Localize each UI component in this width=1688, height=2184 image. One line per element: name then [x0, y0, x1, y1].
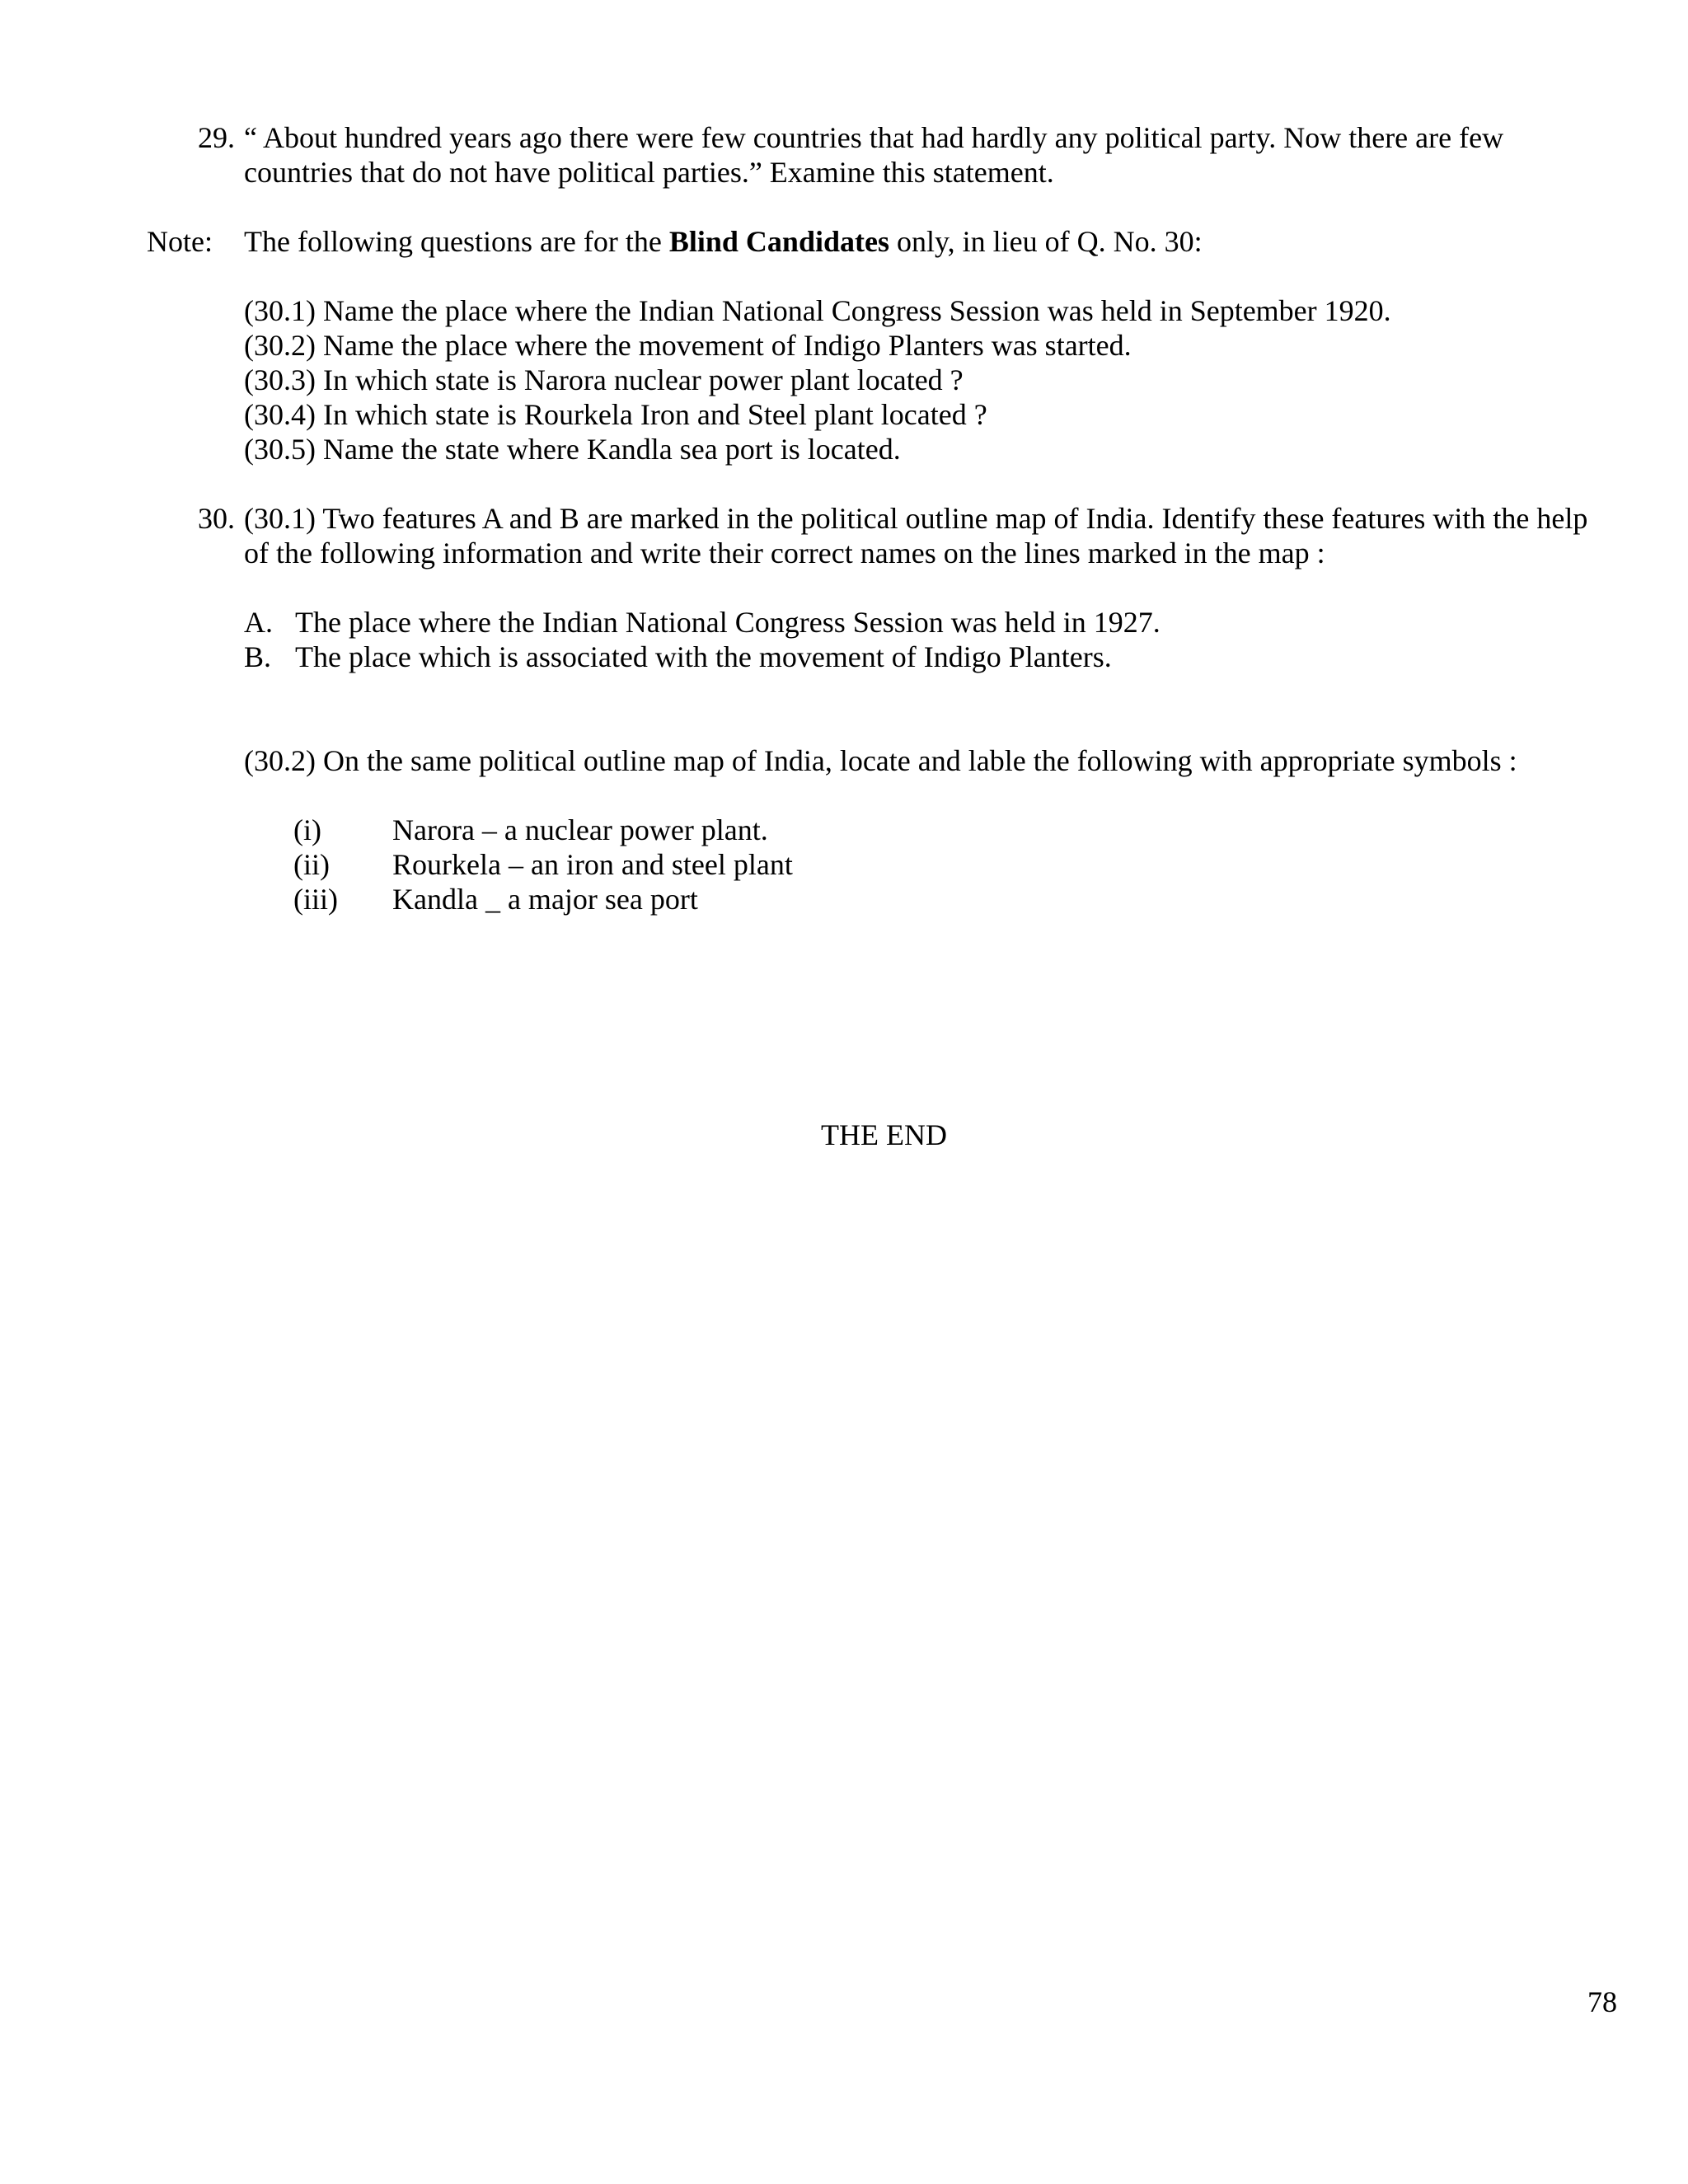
end-text: THE END	[821, 1118, 947, 1151]
question-text-line: (30.2) On the same political outline map of India, locate and lable the following with appropriate symbols :	[244, 744, 1517, 777]
feature-label: A.	[244, 606, 273, 639]
note-item: (30.1) Name the place where the Indian National Congress Session was held in September 1920.	[244, 294, 1391, 327]
page-number: 78	[1587, 1985, 1617, 2018]
question-number: 29.	[198, 121, 235, 154]
note-item: (30.3) In which state is Narora nuclear power plant located ?	[244, 363, 964, 396]
feature-text: The place where the Indian National Congress Session was held in 1927.	[295, 606, 1160, 639]
location-text: Rourkela – an iron and steel plant	[392, 848, 793, 881]
location-label: (i)	[293, 813, 321, 846]
note-item: (30.5) Name the state where Kandla sea port is located.	[244, 433, 901, 466]
note-item: (30.2) Name the place where the movement of Indigo Planters was started.	[244, 329, 1132, 362]
question-text-line: (30.1) Two features A and B are marked in the political outline map of India. Identify these features with the help	[244, 502, 1588, 535]
question-text-line: “ About hundred years ago there were few countries that had hardly any political party. Now there are few	[244, 121, 1504, 154]
note-item: (30.4) In which state is Rourkela Iron and Steel plant located ?	[244, 398, 987, 431]
location-label: (ii)	[293, 848, 330, 881]
location-label: (iii)	[293, 883, 338, 916]
note-text-before: The following questions are for the	[244, 225, 669, 258]
note-label: Note:	[147, 225, 213, 258]
question-number: 30.	[198, 502, 235, 535]
feature-text: The place which is associated with the movement of Indigo Planters.	[295, 640, 1112, 673]
note-text	[244, 224, 1203, 259]
note-bold-text: Blind Candidates	[668, 225, 889, 258]
feature-label: B.	[244, 640, 272, 673]
question-text-line: countries that do not have political parties.” Examine this statement.	[244, 156, 1054, 189]
location-text: Narora – a nuclear power plant.	[392, 813, 768, 846]
location-text: Kandla _ a major sea port	[392, 883, 698, 916]
note-text-after: only, in lieu of Q. No. 30:	[889, 225, 1203, 258]
question-text-line: of the following information and write their correct names on the lines marked in the map :	[244, 537, 1325, 569]
